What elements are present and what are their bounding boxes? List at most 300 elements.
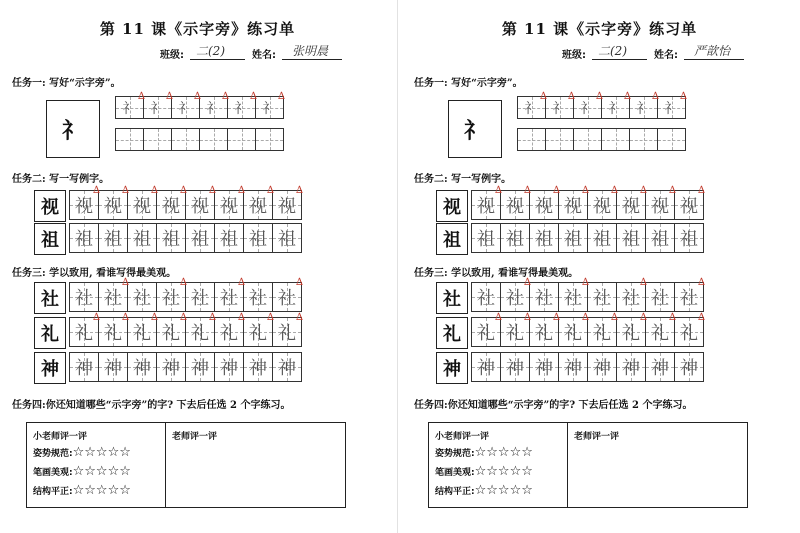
handwritten-char: 视 [564,196,582,217]
grading-mark: ∆ [540,91,547,102]
handwritten-char: 祖 [593,229,611,250]
writing-cell[interactable] [587,223,617,253]
handwritten-char: 社 [622,288,640,309]
handwritten-char: 礼 [651,323,669,344]
grading-mark: ∆ [568,91,575,102]
handwritten-char: 礼 [249,323,267,344]
writing-cell[interactable] [185,223,215,253]
grading-mark: ∆ [524,312,531,323]
writing-cell[interactable] [115,91,145,119]
eval-criterion [435,483,533,498]
writing-cell[interactable] [674,352,704,382]
handwritten-char: 祖 [191,229,209,250]
grading-mark: ∆ [296,185,303,196]
radical-trace: 礻 [580,100,595,117]
handwritten-char: 礼 [680,323,698,344]
grading-mark: ∆ [582,277,589,288]
handwritten-char: 视 [249,196,267,217]
handwritten-char: 视 [162,196,180,217]
grading-mark: ∆ [611,312,618,323]
practice-row [70,277,303,312]
handwritten-char: 祖 [477,229,495,250]
task-two-label: 任务二: 写一写例字。 [414,174,512,185]
writing-cell[interactable] [587,352,617,382]
star-rating[interactable]: ☆☆☆☆☆ [474,445,533,460]
handwritten-char: 神 [278,358,296,379]
grading-mark: ∆ [669,312,676,323]
worksheet-page [402,0,797,533]
handwritten-char: 社 [593,288,611,309]
grading-mark: ∆ [166,91,173,102]
handwritten-char: 祖 [220,229,238,250]
handwritten-char: 神 [220,358,238,379]
grading-mark: ∆ [680,91,687,102]
writing-cell[interactable] [143,91,173,119]
writing-cell[interactable] [98,277,129,312]
grading-mark: ∆ [209,185,216,196]
writing-cell[interactable] [199,128,228,151]
grading-mark: ∆ [640,277,647,288]
writing-cell[interactable] [214,223,244,253]
writing-cell[interactable] [558,352,588,382]
handwritten-char: 视 [506,196,524,217]
handwritten-char: 社 [278,288,296,309]
grading-mark: ∆ [652,91,659,102]
teacher-eval-title: 老师评一评 [172,432,218,442]
criterion-label: 笔画美观: [33,468,73,478]
radical-trace: 礻 [608,100,623,117]
writing-cell[interactable] [115,128,144,151]
writing-cell[interactable] [227,91,257,119]
handwritten-char: 社 [220,288,238,309]
name-value[interactable]: 张明晨 [292,44,329,58]
writing-cell[interactable] [500,185,531,220]
grading-mark: ∆ [222,91,229,102]
writing-cell[interactable] [272,352,302,382]
writing-cell[interactable] [616,352,646,382]
radical-trace: 礻 [664,100,679,117]
writing-cell[interactable] [500,223,530,253]
radical-trace: 礻 [262,100,277,117]
handwritten-char: 神 [191,358,209,379]
grading-mark: ∆ [278,91,285,102]
handwritten-char: 祖 [564,229,582,250]
example-char-box: 祖 [436,223,468,255]
handwritten-char: 礼 [191,323,209,344]
task-one-label: 任务一: 写好“示字旁”。 [12,78,121,89]
writing-cell[interactable] [645,312,676,347]
handwritten-char: 祖 [278,229,296,250]
star-rating[interactable]: ☆☆☆☆☆ [72,445,131,460]
practice-char-box: 社 [34,282,66,314]
criterion-label: 笔画美观: [435,468,475,478]
writing-cell[interactable] [214,185,245,220]
radical-practice-row [116,128,284,151]
handwritten-char: 礼 [133,323,151,344]
handwritten-char: 社 [133,288,151,309]
practice-char-box: 礼 [436,317,468,349]
name-underline [684,59,744,60]
handwritten-char: 神 [564,358,582,379]
writing-cell[interactable] [645,223,675,253]
writing-cell[interactable] [199,91,229,119]
handwritten-char: 神 [75,358,93,379]
handwritten-char: 视 [191,196,209,217]
class-value[interactable]: 二(2) [598,44,627,58]
writing-cell[interactable] [255,128,284,151]
grading-mark: ∆ [524,185,531,196]
handwritten-char: 神 [593,358,611,379]
worksheet-page [0,0,395,533]
writing-cell[interactable] [69,312,100,347]
peer-eval-title: 小老师评一评 [33,432,88,442]
peer-eval-column [27,423,166,507]
handwritten-char: 社 [249,288,267,309]
handwritten-char: 神 [506,358,524,379]
grading-mark: ∆ [611,185,618,196]
practice-row [472,312,705,347]
grading-mark: ∆ [495,312,502,323]
grading-mark: ∆ [138,91,145,102]
handwritten-char: 视 [680,196,698,217]
handwritten-char: 神 [535,358,553,379]
writing-cell[interactable] [171,128,200,151]
writing-cell[interactable] [69,185,100,220]
page-divider [397,0,398,533]
grading-mark: ∆ [238,277,245,288]
writing-cell[interactable] [243,185,274,220]
grading-mark: ∆ [553,185,560,196]
example-char-box: 视 [34,190,66,222]
writing-cell[interactable] [69,352,99,382]
writing-cell[interactable] [171,91,201,119]
writing-cell[interactable] [645,352,675,382]
writing-cell[interactable] [657,128,686,151]
radical-trace: 礻 [234,100,249,117]
handwritten-char: 祖 [249,229,267,250]
writing-cell[interactable] [629,91,659,119]
writing-cell[interactable] [214,352,244,382]
radical-trace: 礻 [524,100,539,117]
writing-cell[interactable] [156,312,187,347]
writing-cell[interactable] [529,352,559,382]
writing-cell[interactable] [69,282,99,312]
grading-mark: ∆ [296,277,303,288]
grading-mark: ∆ [553,312,560,323]
writing-cell[interactable] [545,128,574,151]
writing-cell[interactable] [243,223,273,253]
writing-cell[interactable] [573,128,602,151]
writing-cell[interactable] [156,223,186,253]
radical-trace: 礻 [636,100,651,117]
writing-cell[interactable] [629,128,658,151]
grading-mark: ∆ [122,277,129,288]
writing-cell[interactable] [471,352,501,382]
class-underline [592,59,647,60]
grading-mark: ∆ [524,277,531,288]
writing-cell[interactable] [243,312,274,347]
task-one-label: 任务一: 写好“示字旁”。 [414,78,523,89]
radical-trace: 礻 [150,100,165,117]
writing-cell[interactable] [98,185,129,220]
handwritten-char: 神 [622,358,640,379]
star-rating[interactable]: ☆☆☆☆☆ [72,483,131,498]
example-practice-row [70,185,303,220]
writing-cell[interactable] [214,312,245,347]
handwritten-char: 视 [278,196,296,217]
writing-cell[interactable] [558,312,589,347]
radical-practice-row [116,91,285,119]
evaluation-table [26,422,346,508]
practice-row [70,352,302,382]
writing-cell[interactable] [674,185,705,220]
writing-cell[interactable] [156,277,187,312]
criterion-label: 结构平正: [33,487,73,497]
handwritten-char: 祖 [506,229,524,250]
writing-cell[interactable] [517,128,546,151]
radical-model-box: 礻 [46,100,100,158]
writing-cell[interactable] [69,223,99,253]
peer-eval-title: 小老师评一评 [435,432,490,442]
task-three-label: 任务三: 学以致用, 看谁写得最美观。 [414,268,579,279]
writing-cell[interactable] [500,352,530,382]
grading-mark: ∆ [582,185,589,196]
writing-cell[interactable] [529,282,559,312]
writing-cell[interactable] [517,91,547,119]
example-char-box: 祖 [34,223,66,255]
eval-criterion [435,464,533,479]
example-practice-row [70,223,302,253]
handwritten-char: 礼 [162,323,180,344]
handwritten-char: 礼 [220,323,238,344]
writing-cell[interactable] [529,312,560,347]
handwritten-char: 祖 [622,229,640,250]
writing-cell[interactable] [272,185,303,220]
writing-cell[interactable] [601,128,630,151]
writing-cell[interactable] [185,352,215,382]
handwritten-char: 神 [133,358,151,379]
handwritten-char: 神 [680,358,698,379]
writing-cell[interactable] [243,282,273,312]
eval-criterion [33,445,131,460]
writing-cell[interactable] [529,185,560,220]
handwritten-char: 神 [477,358,495,379]
writing-cell[interactable] [657,91,687,119]
task-four-label: 任务四:你还知道哪些“示字旁”的字? 下去后任选 2 个字练习。 [12,400,291,411]
grading-mark: ∆ [250,91,257,102]
handwritten-char: 祖 [162,229,180,250]
writing-cell[interactable] [587,312,618,347]
writing-cell[interactable] [529,223,559,253]
grading-mark: ∆ [180,277,187,288]
writing-cell[interactable] [143,128,172,151]
handwritten-char: 视 [133,196,151,217]
writing-cell[interactable] [272,277,303,312]
writing-cell[interactable] [127,282,157,312]
writing-cell[interactable] [601,91,631,119]
radical-practice-row [518,91,687,119]
handwritten-char: 祖 [680,229,698,250]
star-rating[interactable]: ☆☆☆☆☆ [72,464,131,479]
grading-mark: ∆ [267,312,274,323]
grading-mark: ∆ [194,91,201,102]
class-underline [190,59,245,60]
practice-char-box: 神 [34,352,66,384]
radical-model-box: 礻 [448,100,502,158]
handwritten-char: 社 [104,288,122,309]
writing-cell[interactable] [214,277,245,312]
writing-cell[interactable] [573,91,603,119]
writing-cell[interactable] [127,312,158,347]
writing-cell[interactable] [98,352,128,382]
example-practice-row [472,185,705,220]
grading-mark: ∆ [698,312,705,323]
grading-mark: ∆ [122,312,129,323]
handwritten-char: 社 [506,288,524,309]
writing-cell[interactable] [616,185,647,220]
writing-cell[interactable] [156,352,186,382]
writing-cell[interactable] [98,223,128,253]
handwritten-char: 礼 [104,323,122,344]
writing-cell[interactable] [587,282,617,312]
writing-cell[interactable] [156,185,187,220]
writing-cell[interactable] [185,282,215,312]
handwritten-char: 社 [477,288,495,309]
writing-cell[interactable] [500,312,531,347]
writing-cell[interactable] [471,223,501,253]
writing-cell[interactable] [185,185,216,220]
handwritten-char: 社 [162,288,180,309]
handwritten-char: 礼 [593,323,611,344]
writing-cell[interactable] [127,352,157,382]
handwritten-char: 神 [104,358,122,379]
writing-cell[interactable] [674,223,704,253]
writing-cell[interactable] [127,185,158,220]
handwritten-char: 礼 [278,323,296,344]
grading-mark: ∆ [582,312,589,323]
writing-cell[interactable] [674,277,705,312]
writing-cell[interactable] [471,312,502,347]
worksheet-title: 第 11 课《示字旁》练习单 [501,20,698,38]
grading-mark: ∆ [180,312,187,323]
handwritten-char: 祖 [104,229,122,250]
worksheet-title: 第 11 课《示字旁》练习单 [99,20,296,38]
writing-cell[interactable] [471,185,502,220]
writing-cell[interactable] [272,312,303,347]
writing-cell[interactable] [558,223,588,253]
name-underline [282,59,342,60]
writing-cell[interactable] [98,312,129,347]
handwritten-char: 礼 [622,323,640,344]
grading-mark: ∆ [151,312,158,323]
practice-char-box: 社 [436,282,468,314]
handwritten-char: 神 [249,358,267,379]
handwritten-char: 社 [535,288,553,309]
practice-row [472,352,704,382]
writing-cell[interactable] [272,223,302,253]
writing-cell[interactable] [255,91,285,119]
eval-criterion [33,464,131,479]
writing-cell[interactable] [558,185,589,220]
grading-mark: ∆ [93,312,100,323]
handwritten-char: 社 [191,288,209,309]
star-rating[interactable]: ☆☆☆☆☆ [474,483,533,498]
task-four-label: 任务四:你还知道哪些“示字旁”的字? 下去后任选 2 个字练习。 [414,400,693,411]
handwritten-char: 视 [622,196,640,217]
writing-cell[interactable] [674,312,705,347]
writing-cell[interactable] [558,277,589,312]
grading-mark: ∆ [267,185,274,196]
name-label: 姓名: [252,50,276,61]
grading-mark: ∆ [238,185,245,196]
writing-cell[interactable] [616,277,647,312]
handwritten-char: 视 [75,196,93,217]
handwritten-char: 社 [75,288,93,309]
eval-criterion [435,445,533,460]
handwritten-char: 祖 [651,229,669,250]
writing-cell[interactable] [127,223,157,253]
writing-cell[interactable] [616,312,647,347]
writing-cell[interactable] [645,185,676,220]
grading-mark: ∆ [151,185,158,196]
criterion-label: 结构平正: [435,487,475,497]
handwritten-char: 视 [651,196,669,217]
radical-trace: 礻 [178,100,193,117]
grading-mark: ∆ [640,312,647,323]
writing-cell[interactable] [645,282,675,312]
grading-mark: ∆ [698,277,705,288]
radical-practice-row [518,128,686,151]
star-rating[interactable]: ☆☆☆☆☆ [474,464,533,479]
task-two-label: 任务二: 写一写例字。 [12,174,110,185]
handwritten-char: 视 [220,196,238,217]
task-three-label: 任务三: 学以致用, 看谁写得最美观。 [12,268,177,279]
handwritten-char: 礼 [564,323,582,344]
handwritten-char: 视 [104,196,122,217]
class-value[interactable]: 二(2) [196,44,225,58]
handwritten-char: 视 [593,196,611,217]
radical-trace: 礻 [206,100,221,117]
writing-cell[interactable] [471,282,501,312]
teacher-eval-title: 老师评一评 [574,432,620,442]
writing-cell[interactable] [587,185,618,220]
evaluation-table [428,422,748,508]
name-label: 姓名: [654,50,678,61]
handwritten-char: 祖 [133,229,151,250]
name-value[interactable]: 严歆怡 [694,44,731,58]
grading-mark: ∆ [93,185,100,196]
peer-eval-column [429,423,568,507]
grading-mark: ∆ [495,185,502,196]
writing-cell[interactable] [616,223,646,253]
writing-cell[interactable] [243,352,273,382]
grading-mark: ∆ [296,312,303,323]
practice-row [70,312,303,347]
writing-cell[interactable] [227,128,256,151]
grading-mark: ∆ [122,185,129,196]
example-practice-row [472,223,704,253]
writing-cell[interactable] [545,91,575,119]
handwritten-char: 礼 [477,323,495,344]
practice-row [472,277,705,312]
writing-cell[interactable] [500,277,531,312]
grading-mark: ∆ [238,312,245,323]
handwritten-char: 礼 [535,323,553,344]
handwritten-char: 祖 [535,229,553,250]
grading-mark: ∆ [640,185,647,196]
writing-cell[interactable] [185,312,216,347]
criterion-label: 姿势规范: [435,449,475,459]
